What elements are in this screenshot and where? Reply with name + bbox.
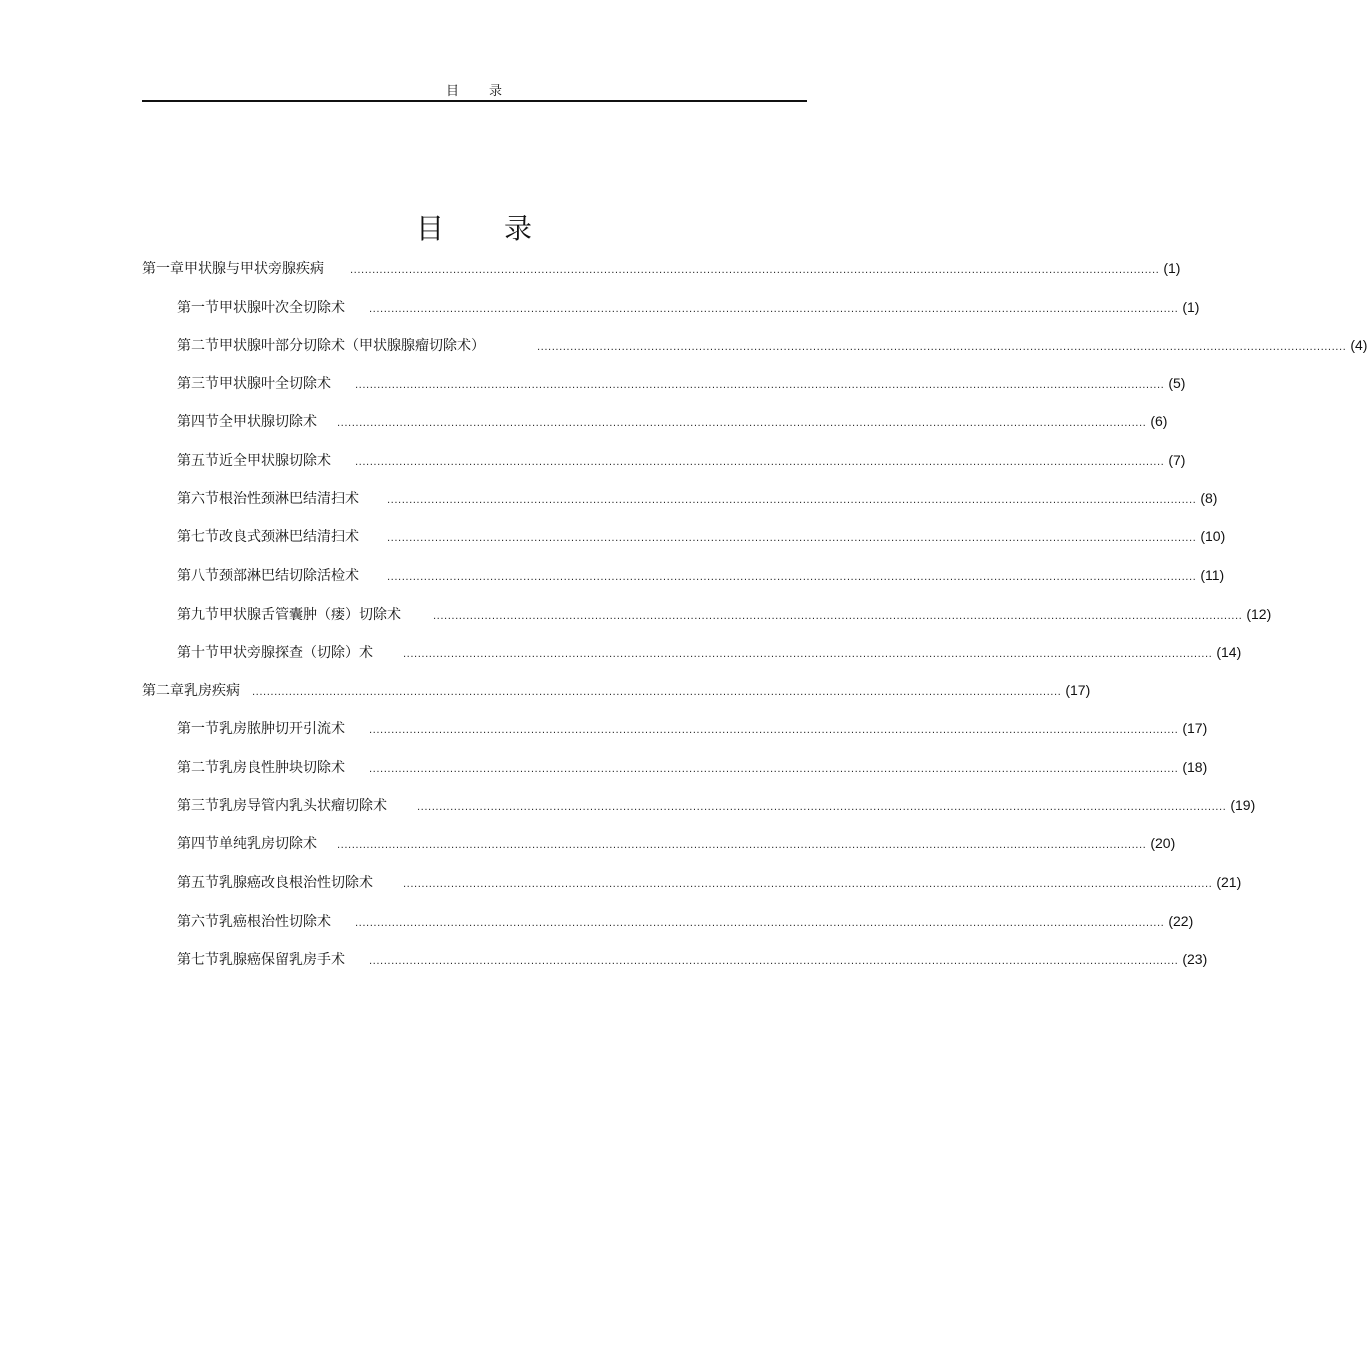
toc-entry-title: 乳房导管内乳头状瘤切除术 [219,798,387,814]
toc-page-number: (14) [1216,644,1242,660]
toc-entry-number: 第五节 [177,875,219,891]
toc-entry[interactable] [177,335,1367,355]
toc-entry[interactable] [142,258,1181,278]
toc-entry-number: 第五节 [177,453,219,469]
toc-entry[interactable] [177,526,1226,546]
toc-page-number: (12) [1246,606,1272,622]
toc-leader-dots: ............................................................................................................................................................................................................................ [252,687,1062,698]
toc-page-number: (6) [1150,413,1168,429]
toc-entry-number: 第十节 [177,645,219,661]
toc-page-number: (23) [1182,951,1208,967]
toc-entry-title: 甲状腺舌管囊肿（瘘）切除术 [219,607,401,623]
toc-entry[interactable] [177,373,1186,393]
toc-leader-dots: ............................................................................................................................................................................................................................ [387,533,1197,544]
toc-page-number: (1) [1182,299,1200,315]
toc-entry-title: 乳癌根治性切除术 [219,914,331,930]
toc-entry-title: 乳房疾病 [184,683,240,699]
toc-leader-dots: ............................................................................................................................................................................................................................ [369,764,1179,775]
toc-entry-title: 乳腺癌改良根治性切除术 [219,875,373,891]
toc-entry-number: 第七节 [177,529,219,545]
toc-entry[interactable] [177,604,1272,624]
toc-entry[interactable] [177,911,1194,931]
toc-entry-title: 乳房良性肿块切除术 [219,760,345,776]
toc-entry-number: 第七节 [177,952,219,968]
toc-page-number: (7) [1168,452,1186,468]
toc-entry-number: 第一节 [177,721,219,737]
toc-page-number: (17) [1065,682,1091,698]
toc-page-number: (19) [1230,797,1256,813]
toc-entry-number: 第一节 [177,300,219,316]
page-title: 目录 [415,211,592,245]
toc-leader-dots: ............................................................................................................................................................................................................................ [387,495,1197,506]
toc-entry[interactable] [177,795,1256,815]
header-rule [142,100,807,102]
toc-entry-title: 甲状腺叶全切除术 [219,376,331,392]
toc-entry[interactable] [177,642,1242,662]
toc-entry[interactable] [177,718,1208,738]
running-header: 目录 [445,84,532,99]
toc-leader-dots: ............................................................................................................................................................................................................................ [355,918,1165,929]
toc-entry-number: 第四节 [177,836,219,852]
toc-leader-dots: ............................................................................................................................................................................................................................ [387,572,1197,583]
toc-entry[interactable] [177,872,1242,892]
toc-page-number: (1) [1163,260,1181,276]
toc-entry[interactable] [177,297,1200,317]
toc-entry-number: 第九节 [177,607,219,623]
toc-leader-dots: ............................................................................................................................................................................................................................ [537,342,1347,353]
toc-page-number: (22) [1168,913,1194,929]
toc-entry-number: 第三节 [177,376,219,392]
toc-entry-title: 根治性颈淋巴结清扫术 [219,491,359,507]
toc-entry-number: 第二节 [177,760,219,776]
toc-leader-dots: ............................................................................................................................................................................................................................ [350,265,1160,276]
toc-entry-number: 第一章 [142,261,184,277]
toc-page-number: (21) [1216,874,1242,890]
toc-leader-dots: ............................................................................................................................................................................................................................ [369,304,1179,315]
toc-leader-dots: ............................................................................................................................................................................................................................ [369,956,1179,967]
toc-entry-title: 甲状腺叶部分切除术（甲状腺腺瘤切除术） [219,338,485,354]
toc-entry-number: 第三节 [177,798,219,814]
toc-page-number: (11) [1200,567,1225,583]
toc-page-number: (17) [1182,720,1208,736]
toc-entry[interactable] [177,833,1176,853]
toc-entry-number: 第八节 [177,568,219,584]
toc-leader-dots: ............................................................................................................................................................................................................................ [337,840,1147,851]
toc-entry-title: 改良式颈淋巴结清扫术 [219,529,359,545]
toc-entry[interactable] [177,450,1186,470]
toc-entry-title: 近全甲状腺切除术 [219,453,331,469]
toc-page-number: (4) [1350,337,1367,353]
toc-page-number: (20) [1150,835,1176,851]
toc-entry-title: 甲状腺叶次全切除术 [219,300,345,316]
toc-leader-dots: ............................................................................................................................................................................................................................ [355,457,1165,468]
toc-leader-dots: ............................................................................................................................................................................................................................ [433,611,1243,622]
toc-page-number: (8) [1200,490,1218,506]
toc-entry[interactable] [177,565,1225,585]
toc-entry-title: 乳腺癌保留乳房手术 [219,952,345,968]
toc-page-number: (18) [1182,759,1208,775]
toc-leader-dots: ............................................................................................................................................................................................................................ [403,649,1213,660]
toc-leader-dots: ............................................................................................................................................................................................................................ [369,725,1179,736]
toc-entry-number: 第六节 [177,491,219,507]
toc-leader-dots: ............................................................................................................................................................................................................................ [337,418,1147,429]
toc-entry[interactable] [177,757,1208,777]
toc-entry-number: 第六节 [177,914,219,930]
toc-entry-number: 第二节 [177,338,219,354]
toc-page-number: (5) [1168,375,1186,391]
toc-leader-dots: ............................................................................................................................................................................................................................ [403,879,1213,890]
toc-entry[interactable] [177,488,1218,508]
toc-entry-title: 甲状旁腺探查（切除）术 [219,645,373,661]
toc-leader-dots: ............................................................................................................................................................................................................................ [417,802,1227,813]
toc-leader-dots: ............................................................................................................................................................................................................................ [355,380,1165,391]
toc-entry-number: 第四节 [177,414,219,430]
toc-entry-title: 乳房脓肿切开引流术 [219,721,345,737]
toc-entry-title: 颈部淋巴结切除活检术 [219,568,359,584]
toc-entry-number: 第二章 [142,683,184,699]
toc-entry[interactable] [142,680,1091,700]
toc-entry-title: 单纯乳房切除术 [219,836,317,852]
toc-entry-title: 甲状腺与甲状旁腺疾病 [184,261,324,277]
toc-entry[interactable] [177,411,1168,431]
toc-page-number: (10) [1200,528,1226,544]
toc-entry[interactable] [177,949,1208,969]
toc-entry-title: 全甲状腺切除术 [219,414,317,430]
